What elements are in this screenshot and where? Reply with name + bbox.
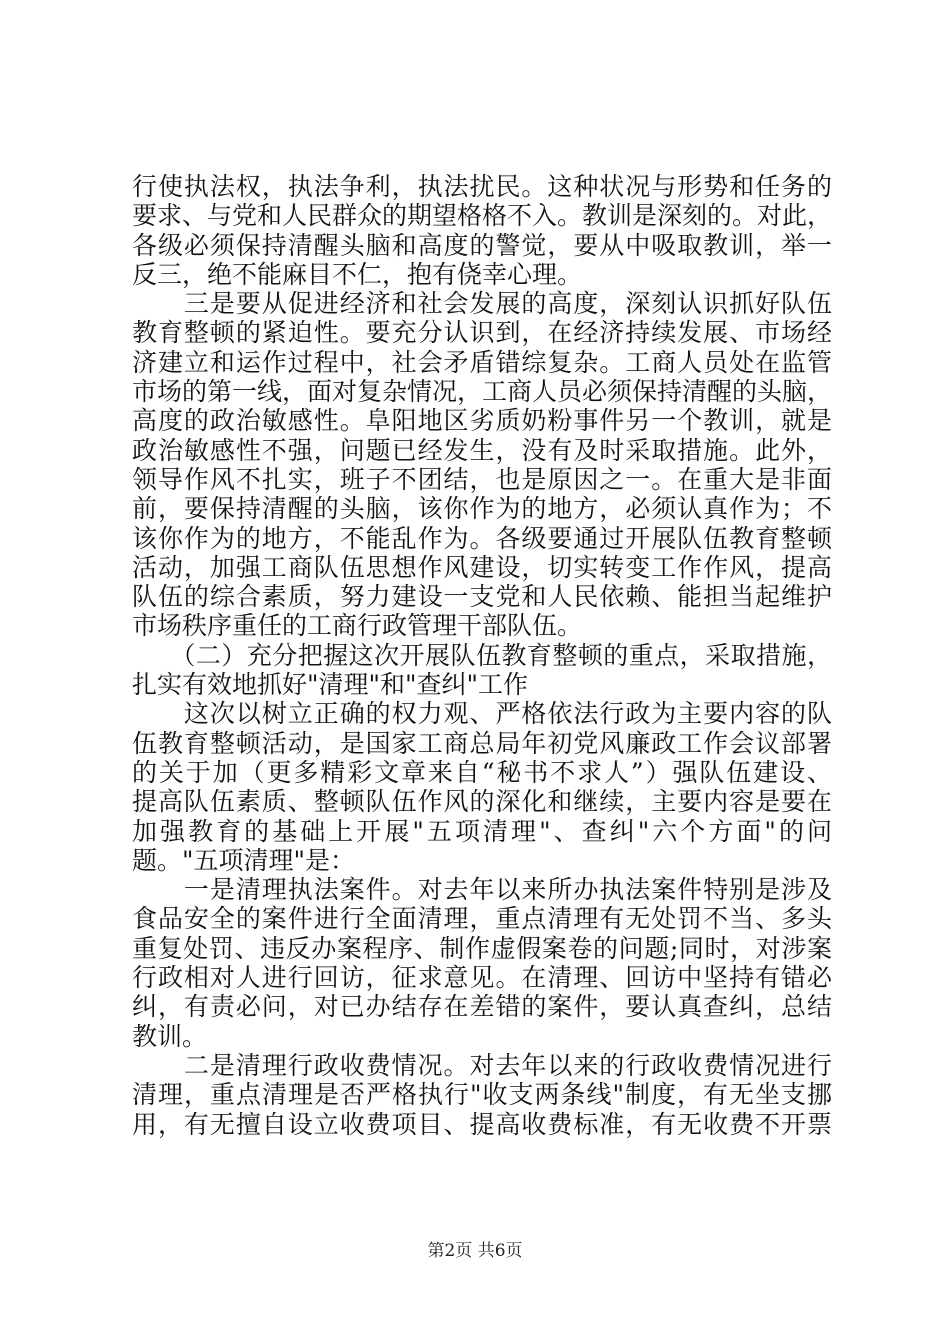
section-heading-line: （二）充分把握这次开展队伍教育整顿的重点，采取措施，: [132, 640, 832, 670]
text-line: 这次以树立正确的权力观、严格依法行政为主要内容的队: [132, 699, 832, 729]
text-line: 反三，绝不能麻目不仁，抱有侥幸心理。: [132, 259, 583, 289]
text-line: 行政相对人进行回访，征求意见。在清理、回访中坚持有错必: [132, 963, 832, 993]
text-line: 一是清理执法案件。对去年以来所办执法案件特别是涉及: [132, 875, 832, 905]
text-line: 纠，有责必问，对已办结存在差错的案件，要认真查纠，总结: [132, 992, 832, 1022]
text-line: 重复处罚、违反办案程序、制作虚假案卷的问题;同时，对涉案: [132, 933, 832, 963]
text-line: 的关于加（更多精彩文章来自“秘书不求人”）强队伍建设、: [132, 757, 832, 787]
text-line: 提高队伍素质、整顿队伍作风的深化和继续，主要内容是要在: [132, 787, 832, 817]
text-line: 题。"五项清理"是：: [132, 845, 355, 875]
text-line: 市场秩序重任的工商行政管理干部队伍。: [132, 611, 583, 641]
text-line: 活动，加强工商队伍思想作风建设，切实转变工作作风，提高: [132, 552, 832, 582]
text-line: 清理，重点清理是否严格执行"收支两条线"制度，有无坐支挪: [132, 1080, 832, 1110]
text-line: 政治敏感性不强，问题已经发生，没有及时采取措施。此外，: [132, 435, 832, 465]
section-heading-line: 扎实有效地抓好"清理"和"查纠"工作: [132, 670, 528, 700]
text-line: 队伍的综合素质，努力建设一支党和人民依赖、能担当起维护: [132, 582, 832, 612]
text-line: 各级必须保持清醒头脑和高度的警觉，要从中吸取教训，举一: [132, 230, 832, 260]
text-line: 三是要从促进经济和社会发展的高度，深刻认识抓好队伍: [132, 289, 832, 319]
text-line: 用，有无擅自设立收费项目、提高收费标准，有无收费不开票: [132, 1109, 832, 1139]
text-line: 高度的政治敏感性。阜阳地区劣质奶粉事件另一个教训，就是: [132, 406, 832, 436]
text-line: 市场的第一线，面对复杂情况，工商人员必须保持清醒的头脑，: [132, 377, 832, 407]
text-line: 行使执法权，执法争利，执法扰民。这种状况与形势和任务的: [132, 172, 832, 201]
text-line: 前，要保持清醒的头脑，该你作为的地方，必须认真作为；不: [132, 494, 832, 524]
page-number-footer: 第2页 共6页: [427, 1241, 523, 1261]
document-body: [132, 172, 832, 1139]
text-line: 该你作为的地方，不能乱作为。各级要通过开展队伍教育整顿: [132, 523, 832, 553]
text-line: 伍教育整顿活动，是国家工商总局年初党风廉政工作会议部署: [132, 728, 832, 758]
text-line: 食品安全的案件进行全面清理，重点清理有无处罚不当、多头: [132, 904, 832, 934]
text-line: 济建立和运作过程中，社会矛盾错综复杂。工商人员处在监管: [132, 347, 832, 377]
text-line: 要求、与党和人民群众的期望格格不入。教训是深刻的。对此，: [132, 201, 832, 231]
text-line: 领导作风不扎实，班子不团结，也是原因之一。在重大是非面: [132, 464, 832, 494]
text-line: 二是清理行政收费情况。对去年以来的行政收费情况进行: [132, 1050, 832, 1080]
text-line: 教育整顿的紧迫性。要充分认识到，在经济持续发展、市场经: [132, 318, 832, 348]
text-line: 教训。: [132, 1021, 208, 1051]
text-line: 加强教育的基础上开展"五项清理"、查纠"六个方面"的问: [132, 816, 832, 846]
